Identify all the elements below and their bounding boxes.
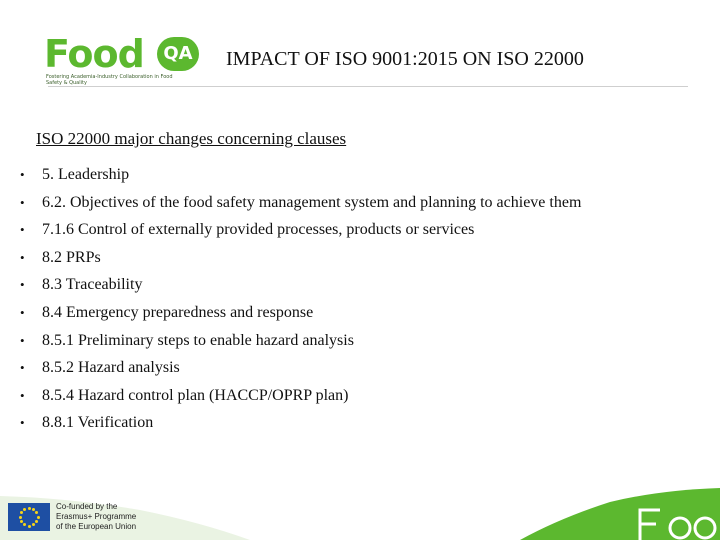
page-title: IMPACT OF ISO 9001:2015 ON ISO 22000 — [226, 48, 584, 70]
clause-text: 8.5.1 Preliminary steps to enable hazard analysis — [42, 331, 354, 349]
clause-text: 8.5.2 Hazard analysis — [42, 359, 180, 377]
bullet-icon: • — [20, 360, 25, 376]
eu-star — [37, 516, 40, 519]
eu-star — [35, 520, 38, 523]
eu-star — [20, 511, 23, 514]
clause-text: 8.2 PRPs — [42, 248, 101, 266]
clause-item — [20, 327, 581, 355]
eu-star — [35, 511, 38, 514]
bullet-icon: • — [20, 332, 25, 348]
bullet-icon: • — [20, 167, 25, 182]
bullet-icon: • — [20, 194, 25, 210]
header-divider — [48, 86, 688, 87]
eu-line-2: Erasmus+ Programme — [56, 512, 137, 521]
clause-item — [20, 271, 581, 299]
section-subtitle: ISO 22000 major changes concerning clauses — [36, 129, 347, 148]
eu-star — [32, 508, 35, 511]
eu-flag-icon — [8, 503, 50, 531]
clause-item — [20, 244, 581, 272]
clause-text: 8.3 Traceability — [42, 276, 143, 294]
clause-item — [20, 189, 581, 217]
bullet-icon: • — [20, 249, 25, 265]
eu-cofunding-text — [56, 502, 166, 532]
clause-item — [20, 161, 581, 189]
bullet-icon: • — [20, 415, 25, 431]
eu-star — [23, 523, 26, 526]
eu-star — [28, 507, 31, 510]
clause-text: 5. Leadership — [42, 166, 130, 183]
clause-text: 8.8.1 Verification — [42, 414, 154, 432]
eu-star — [20, 520, 23, 523]
eu-line-1: Co-funded by the — [56, 502, 118, 511]
eu-line-3: of the European Union — [56, 522, 137, 531]
clause-item — [20, 382, 581, 410]
clause-text: 8.5.4 Hazard control plan (HACCP/OPRP plan) — [42, 386, 349, 404]
eu-star — [23, 508, 26, 511]
clause-item — [20, 216, 581, 244]
logo-tagline: Fostering Academia-Industry Collaboration in Food Safety & Quality — [46, 74, 173, 86]
clause-item — [20, 299, 581, 327]
bullet-icon: • — [20, 222, 25, 238]
eu-star — [32, 523, 35, 526]
eu-star — [19, 516, 22, 519]
bullet-icon: • — [20, 277, 25, 293]
logo-badge: QA — [157, 37, 199, 71]
clause-item — [20, 409, 581, 437]
eu-star — [28, 525, 31, 528]
bullet-icon: • — [20, 304, 25, 320]
clause-text: 6.2. Objectives of the food safety management system and planning to achieve them — [42, 193, 582, 211]
bullet-icon: • — [20, 387, 25, 403]
clause-item — [20, 354, 581, 382]
clause-list — [20, 161, 581, 437]
logo-word: Food — [44, 32, 144, 76]
clause-text: 7.1.6 Control of externally provided processes, products or services — [42, 221, 475, 239]
foodqa-logo — [44, 34, 204, 92]
clause-text: 8.4 Emergency preparedness and response — [42, 303, 314, 321]
